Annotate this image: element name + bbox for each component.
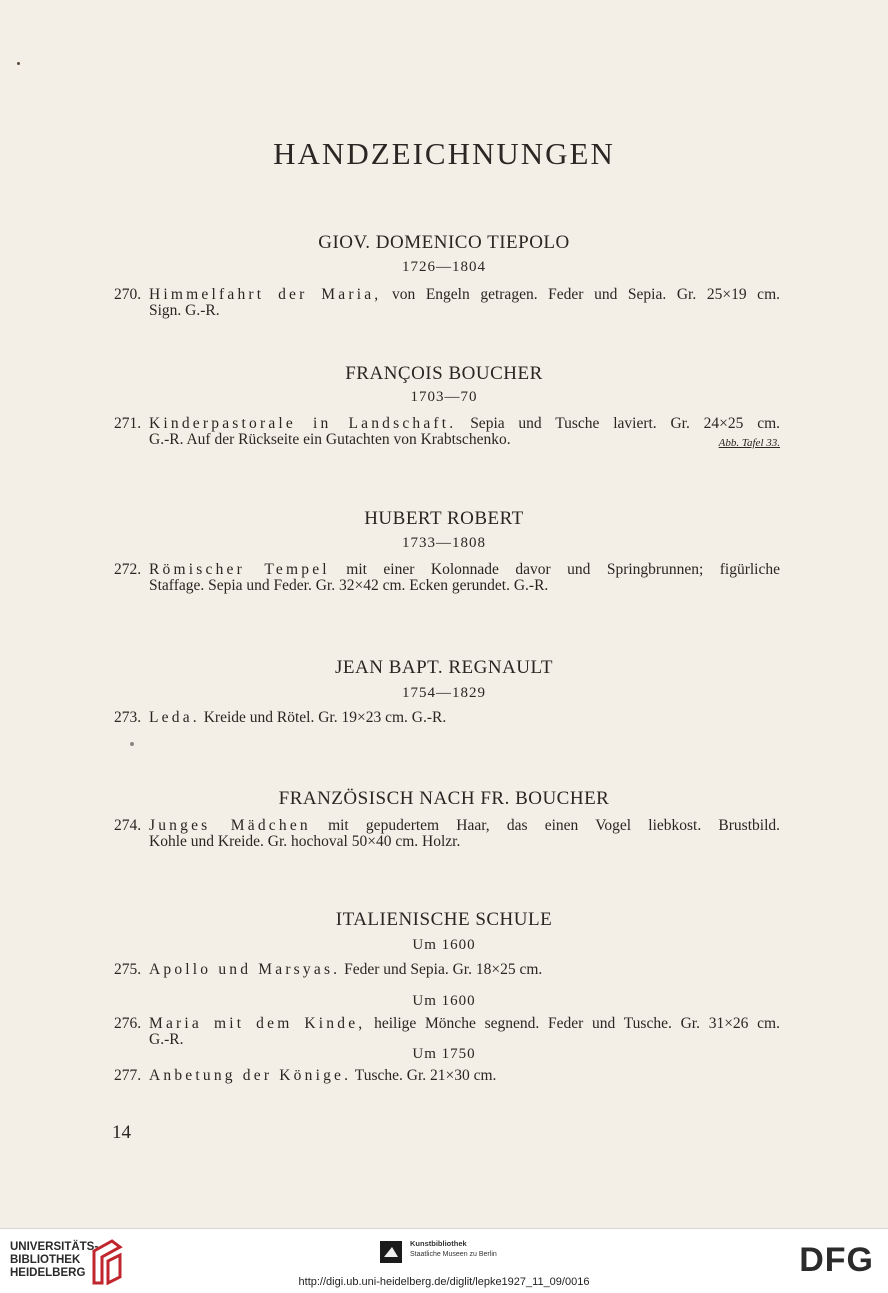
page-title: HANDZEICHNUNGEN (273, 136, 615, 171)
entry-description: mit einer Kolonnade davor und Springbrunnen; figürliche (329, 561, 780, 578)
kb-title: Kunstbibliothek (410, 1239, 467, 1248)
entry-title: Leda. (149, 709, 200, 726)
catalog-entry (114, 818, 780, 850)
period-subheading: Um 1600 (412, 937, 476, 953)
entry-description: heilige Mönche segnend. Feder und Tusche. Gr. 31×26 cm. (365, 1015, 780, 1032)
kb-subtitle: Staatliche Museen zu Berlin (410, 1251, 497, 1258)
entry-description: von Engeln getragen. Feder und Sepia. Gr. 25×19 cm. (381, 286, 780, 303)
entry-number: 275. (114, 961, 142, 978)
entry-number: 277. (114, 1067, 142, 1084)
entry-number: 276. (114, 1015, 142, 1032)
artist-heading: HUBERT ROBERT (364, 508, 524, 529)
artist-dates: 1754—1829 (402, 685, 486, 701)
entry-description: Tusche. Gr. 21×30 cm. (351, 1067, 497, 1084)
entry-title: Apollo und Marsyas. (149, 961, 341, 978)
catalog-entry (114, 416, 780, 451)
entry-continuation: Kohle und Kreide. Gr. hochoval 50×40 cm. Holzr. (149, 833, 461, 850)
paper-speck (17, 62, 20, 65)
kunstbibliothek-label[interactable] (410, 1239, 497, 1260)
entry-number: 274. (114, 817, 142, 834)
logo-line: UNIVERSITÄTS- (10, 1241, 99, 1253)
entry-continuation: G.-R. (149, 1031, 184, 1048)
kunstbibliothek-logo-icon (378, 1239, 404, 1265)
artist-heading: ITALIENISCHE SCHULE (335, 909, 553, 930)
logo-line: HEIDELBERG (10, 1267, 86, 1279)
artist-heading: GIOV. DOMENICO TIEPOLO (318, 232, 570, 253)
catalog-entry (114, 287, 780, 319)
catalog-entry (114, 562, 780, 594)
artist-dates: 1733—1808 (402, 535, 486, 551)
period-subheading: Um 1600 (412, 993, 476, 1009)
entry-description: mit gepudertem Haar, das einen Vogel liebkost. Brustbild. (310, 817, 781, 834)
entry-continuation: Sign. G.-R. (149, 302, 220, 319)
permalink-url[interactable]: http://digi.ub.uni-heidelberg.de/diglit/lepke1927_11_09/0016 (298, 1276, 590, 1288)
logo-line: BIBLIOTHEK (10, 1254, 81, 1266)
entry-title: Kinderpastorale in Landschaft. (149, 415, 457, 432)
artist-dates: 1703—70 (410, 389, 478, 405)
entry-title: Anbetung der Könige. (149, 1067, 352, 1084)
entry-number: 270. (114, 286, 142, 303)
artist-heading: JEAN BAPT. REGNAULT (335, 657, 553, 678)
period-subheading: Um 1750 (412, 1046, 476, 1062)
catalog-entry (114, 710, 780, 726)
artist-dates: 1726—1804 (402, 259, 486, 275)
entry-continuation: Staffage. Sepia und Feder. Gr. 32×42 cm. Ecken gerundet. G.-R. (149, 577, 549, 594)
plate-reference: Abb. Tafel 33. (718, 437, 780, 449)
dfg-logo[interactable]: DFG (799, 1241, 874, 1279)
university-library-logo[interactable] (10, 1241, 98, 1280)
entry-number: 271. (114, 415, 142, 432)
paper-speck (130, 742, 134, 746)
page-number: 14 (112, 1122, 131, 1143)
entry-title: Junges Mädchen (149, 817, 311, 834)
entry-description: Sepia und Tusche laviert. Gr. 24×25 cm. (456, 415, 781, 432)
entry-continuation: G.-R. Auf der Rückseite ein Gutachten von Krabtschenko. (149, 431, 511, 448)
catalog-entry (114, 1068, 780, 1084)
entry-number: 272. (114, 561, 142, 578)
entry-description: Feder und Sepia. Gr. 18×25 cm. (340, 961, 543, 978)
catalog-entry (114, 1016, 780, 1048)
catalog-entry (114, 962, 780, 978)
entry-number: 273. (114, 709, 142, 726)
entry-title: Römischer Tempel (149, 561, 330, 578)
entry-title: Maria mit dem Kinde, (149, 1015, 366, 1032)
artist-heading: FRANZÖSISCH NACH FR. BOUCHER (278, 788, 610, 809)
entry-title: Himmelfahrt der Maria, (149, 286, 382, 303)
entry-description: Kreide und Rötel. Gr. 19×23 cm. G.-R. (199, 709, 447, 726)
artist-heading: FRANÇOIS BOUCHER (345, 363, 543, 384)
